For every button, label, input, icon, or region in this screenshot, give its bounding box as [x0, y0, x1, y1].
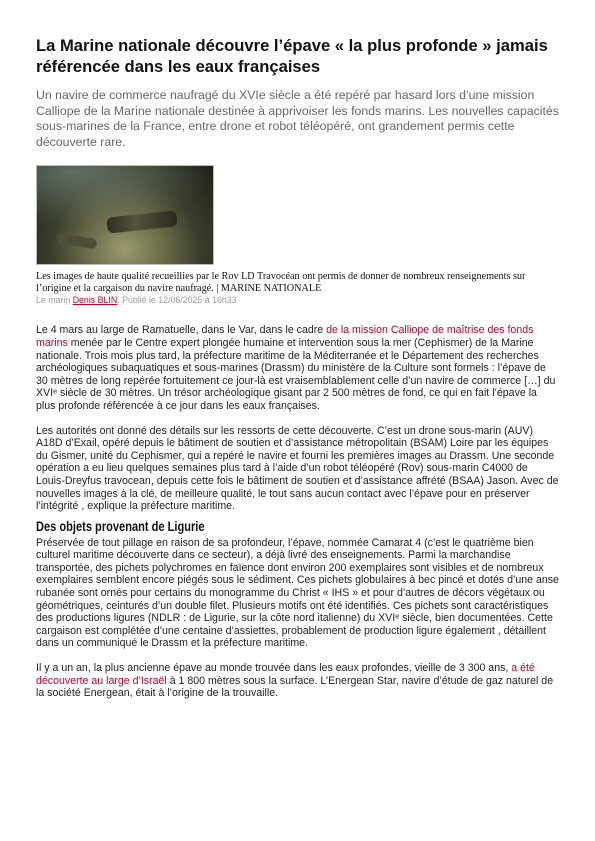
paragraph-1 — [36, 324, 559, 412]
shipwreck-photo[interactable] — [36, 165, 214, 265]
publish-date: . Publié le 12/06/2025 à 16h33 — [117, 295, 237, 306]
article-lead: Un navire de commerce naufragé du XVIe siècle a été repéré par hasard lors d’une mission Calliope de la Marine nationale destinée à apprivoiser les fonds marins. Les nouvelles capacités sous-marines de la France, entre drone et robot téléopéré, ont grandement permis cette découverte rare. — [36, 88, 559, 149]
paragraph-3: Préservée de tout pillage en raison de sa profondeur, l’épave, nommée Camarat 4 (c’est le quatrième bien culturel maritime découverte dans ce secteur), a déjà livré des enseignements. Parmi la marchandise transportée, des pichets polychromes en faïence dont environ 200 exemplaires sont visibles et de nombreux exemplaires semblent encore piégés sous le sédiment. Ces pichets globulaires à bec pincé et dotés d’une anse rubanée sont ornés pour certains du monogramme du Christ « IHS » et pour d’autres de décors végétaux ou géométriques, ceinturés d’un double filet. Plusieurs motifs ont été identifiés. Ces pichets sont caractéristiques des productions ligures (NDLR : de Ligurie, sur la côte nord italienne) du XVIᵉ siècle, bien documentées. Cette cargaison est complétée d’une centaine d’assiettes, probablement de production ligure également , détaillent dans un communiqué le Drassm et la préfecture maritime. — [36, 536, 559, 650]
article — [36, 36, 559, 712]
byline — [36, 295, 559, 306]
israel-discovery-link[interactable]: a été découverte au large d’Israël — [36, 662, 535, 687]
author-link[interactable]: Denis BLIN — [72, 295, 118, 306]
paragraph-4-text-b: à 1 800 mètres sous la surface. L’Energean Star, navire d’étude de gaz naturel de la société Energean, était à l’origine de la trouvaille. — [36, 674, 554, 700]
article-title: La Marine nationale découvre l’épave « la plus profonde » jamais référencée dans les eaux françaises — [36, 36, 548, 76]
paragraph-4-text-a: Il y a un an, la plus ancienne épave au monde trouvée dans les eaux profondes, vieille de 3 300 ans, — [36, 662, 512, 675]
paragraph-4 — [36, 662, 559, 700]
calliope-mission-link[interactable]: de la mission Calliope de maîtrise des fonds marins — [36, 324, 534, 349]
photo-debris-shape — [56, 233, 97, 250]
article-body — [36, 324, 559, 699]
photo-caption: Les images de haute qualité recueillies par le Rov LD Travocéan ont permis de donner de nombreux renseignements sur l’origine et la cargaison du navire naufragé. | MARINE NATIONALE — [36, 271, 526, 294]
paragraph-1-text-b: menée par le Centre expert plongée humaine et intervention sous la mer (Cephismer) de la Marine nationale. Trois mois plus tard, la préfecture maritime de la Méditerranée et le Département des recherches archéologiques subaquatiques et sous-marines (Drassm) du ministère de la Culture sont formels : l’épave de 30 mètres de long repérée fortuitement ce jour-là est vraisemblablement celle d’un navire de commerce […] du XVIᵉ siècle de 30 mètres. Un trésor archéologique gisant par 2 500 mètres de fond, ce qui en fait l’épave la plus profonde référencée à ce jour dans les eaux françaises. — [36, 336, 556, 412]
section-heading: Des objets provenant de Ligurie — [36, 518, 205, 534]
paragraph-2: Les autorités ont donné des détails sur les ressorts de cette découverte. C’est un drone sous-marin (AUV) A18D d’Exail, opéré depuis le bâtiment de soutien et d’assistance métropolitain (BSAM) Loire par les équipes du Gismer, unité du Cephismer, qui a repéré le navire et fourni les premières images au Drassm. Une seconde opération a eu lieu quelques semaines plus tard à l’aide d’un robot téléopéré (Rov) sous-marin C4000 de Louis-Dreyfus travocean, depuis cette fois le bâtiment de soutien et d’assistance affrété (BSAA) Jason. Avec de nouvelles images à la clé, de meilleure qualité, le tout sans aucun contact avec l’épave pour en préserver l’intégrité , explique la préfecture maritime. — [36, 424, 559, 513]
paragraph-1-text-a: Le 4 mars au large de Ramatuelle, dans le Var, dans le cadre — [36, 324, 327, 337]
byline-prefix: Le marin — [36, 295, 71, 306]
